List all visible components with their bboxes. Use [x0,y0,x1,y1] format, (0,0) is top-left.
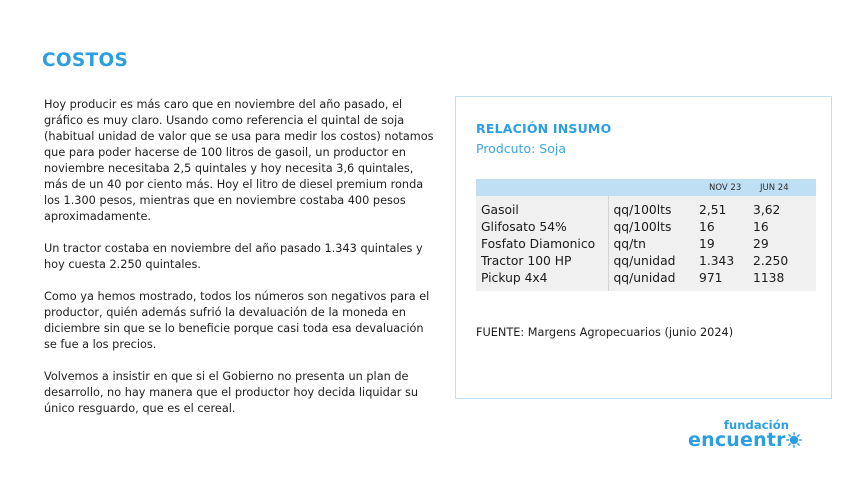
table-row [476,219,816,236]
table-row [476,196,816,219]
item-cell: Tractor 100 HP [476,253,608,270]
paragraph: Volvemos a insistir en que si el Gobierno no presenta un plan de desarrollo, no hay manera que el productor hoy decida liquidar su único resguardo, que es el cereal. [44,370,419,415]
value-cell: 1138 [748,270,816,291]
item-cell: Gasoil [476,196,608,219]
source-note: FUENTE: Margens Agropecuarios (junio 2024) [476,326,734,339]
value-cell: 2.250 [748,253,816,270]
value-cell: 16 [748,219,816,236]
paragraph: Como ya hemos mostrado, todos los números son negativos para el productor, quién además sufrió la devaluación de la moneda en diciembre sin que se lo beneficie porque casi toda esa devaluación se fue a los precios. [44,290,430,351]
paragraph: Un tractor costaba en noviembre del año pasado 1.343 quintales y hoy cuesta 2.250 quintales. [44,242,423,271]
value-cell: 19 [694,236,748,253]
unit-cell: qq/100lts [608,219,694,236]
unit-cell: qq/100lts [608,196,694,219]
paragraph: Hoy producir es más caro que en noviembre del año pasado, el gráfico es muy claro. Usando como referencia el quintal de soja (habitual unidad de valor que se usa para medir los costos) notamos que para poder hacerse de 100 litros de gasoil, un productor en noviembre necesitaba 2,5 quintales y hoy necesita 3,6 quintales, más de un 40 por ciento más. Hoy el litro de diesel premium ronda los 1.300 pesos, mientras que en noviembre costaba 400 pesos aproximadamente. [44,98,434,223]
logo-text-main: encuentr [688,429,786,451]
table-row [476,253,816,270]
panel-title: RELACIÓN INSUMO [476,121,612,136]
value-cell: 1.343 [694,253,748,270]
unit-cell: qq/unidad [608,253,694,270]
unit-cell: qq/unidad [608,270,694,291]
item-cell: Pickup 4x4 [476,270,608,291]
item-cell: Fosfato Diamonico [476,236,608,253]
input-ratio-table [476,179,816,291]
header-cell [608,179,694,196]
header-nov-23: NOV 23 [694,179,748,196]
value-cell: 3,62 [748,196,816,219]
header-jun-24: JUN 24 [748,179,816,196]
item-cell: Glifosato 54% [476,219,608,236]
unit-cell: qq/tn [608,236,694,253]
value-cell: 2,51 [694,196,748,219]
panel-subtitle: Prodcuto: Soja [476,141,567,156]
article-body [44,97,436,433]
table-header-row [476,179,816,196]
page-title: COSTOS [42,50,129,71]
logo-text-top: fundación [723,418,789,432]
fundacion-encuentro-logo [688,418,813,454]
value-cell: 971 [694,270,748,291]
table-row [476,270,816,291]
value-cell: 16 [694,219,748,236]
value-cell: 29 [748,236,816,253]
sun-icon [786,432,802,448]
table-row [476,236,816,253]
input-ratio-panel [455,96,832,399]
header-cell [476,179,608,196]
